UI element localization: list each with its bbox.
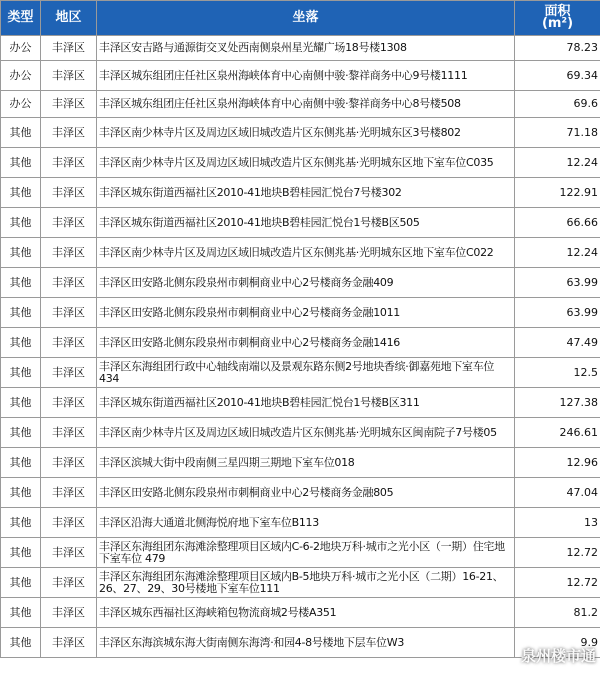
area-column-header (515, 1, 600, 36)
area-cell: 69.6 (515, 91, 600, 118)
area-cell: 9.9 (515, 628, 600, 658)
area-cell: 12.96 (515, 448, 600, 478)
address-cell: 丰泽区城东街道西福社区2010-41地块B碧桂园汇悦台1号楼B区505 (97, 208, 515, 238)
district-cell: 丰泽区 (41, 298, 97, 328)
area-cell: 12.72 (515, 538, 600, 568)
type-column-header: 类型 (1, 1, 41, 36)
address-cell: 丰泽区城东组团庄任社区泉州海峡体育中心南侧中骏·黎祥商务中心8号楼508 (97, 91, 515, 118)
district-cell: 丰泽区 (41, 268, 97, 298)
table-row (1, 118, 600, 148)
district-cell: 丰泽区 (41, 568, 97, 598)
area-cell: 71.18 (515, 118, 600, 148)
address-cell: 丰泽区田安路北侧东段泉州市刺桐商业中心2号楼商务金融409 (97, 268, 515, 298)
type-cell: 其他 (1, 358, 41, 388)
district-cell: 丰泽区 (41, 148, 97, 178)
type-cell: 其他 (1, 508, 41, 538)
area-header-label: 面积 (544, 4, 571, 19)
table-row (1, 208, 600, 238)
area-cell: 12.72 (515, 568, 600, 598)
type-cell: 其他 (1, 568, 41, 598)
district-cell: 丰泽区 (41, 478, 97, 508)
address-cell: 丰泽区南少林寺片区及周边区域旧城改造片区东侧兆基·光明城东区闽南院子7号楼05 (97, 418, 515, 448)
type-cell: 其他 (1, 118, 41, 148)
table-row (1, 36, 600, 61)
address-cell: 丰泽区东海组团东海滩涂整理项目区域内C-6-2地块万科·城市之光小区（一期）住宅地下室车位 479 (97, 538, 515, 568)
table-row (1, 568, 600, 598)
district-cell: 丰泽区 (41, 598, 97, 628)
table-row (1, 148, 600, 178)
address-cell: 丰泽区东海组团行政中心轴线南端以及景观东路东侧2号地块香缤·御嘉苑地下室车位434 (97, 358, 515, 388)
table-body (1, 36, 600, 658)
type-cell: 办公 (1, 61, 41, 91)
type-cell: 其他 (1, 208, 41, 238)
address-cell: 丰泽区南少林寺片区及周边区域旧城改造片区东侧兆基·光明城东区地下室车位C022 (97, 238, 515, 268)
district-cell: 丰泽区 (41, 628, 97, 658)
area-cell: 81.2 (515, 598, 600, 628)
area-cell: 78.23 (515, 36, 600, 61)
district-cell: 丰泽区 (41, 208, 97, 238)
table-row (1, 478, 600, 508)
area-cell: 122.91 (515, 178, 600, 208)
type-cell: 其他 (1, 418, 41, 448)
district-cell: 丰泽区 (41, 328, 97, 358)
watermark: 泉州楼市通 (520, 647, 596, 665)
address-cell: 丰泽区城东街道西福社区2010-41地块B碧桂园汇悦台1号楼B区311 (97, 388, 515, 418)
type-cell: 其他 (1, 478, 41, 508)
type-cell: 其他 (1, 298, 41, 328)
table-row (1, 508, 600, 538)
area-cell: 12.24 (515, 148, 600, 178)
district-cell: 丰泽区 (41, 418, 97, 448)
area-cell: 69.34 (515, 61, 600, 91)
table-row (1, 328, 600, 358)
table-row (1, 418, 600, 448)
address-cell: 丰泽区城东组团庄任社区泉州海峡体育中心南侧中骏·黎祥商务中心9号楼1111 (97, 61, 515, 91)
type-cell: 办公 (1, 91, 41, 118)
type-cell: 其他 (1, 148, 41, 178)
table-row (1, 358, 600, 388)
area-cell: 127.38 (515, 388, 600, 418)
type-cell: 其他 (1, 388, 41, 418)
type-cell: 其他 (1, 178, 41, 208)
address-cell: 丰泽区东海滨城东海大街南侧东海湾·和园4-8号楼地下层车位W3 (97, 628, 515, 658)
table-row (1, 448, 600, 478)
district-cell: 丰泽区 (41, 36, 97, 61)
address-cell: 丰泽区沿海大通道北侧海悦府地下室车位B113 (97, 508, 515, 538)
district-cell: 丰泽区 (41, 448, 97, 478)
area-cell: 246.61 (515, 418, 600, 448)
district-cell: 丰泽区 (41, 508, 97, 538)
type-cell: 其他 (1, 268, 41, 298)
type-cell: 其他 (1, 538, 41, 568)
area-cell: 13 (515, 508, 600, 538)
area-cell: 63.99 (515, 298, 600, 328)
table-row (1, 238, 600, 268)
table-row (1, 388, 600, 418)
area-cell: 47.49 (515, 328, 600, 358)
type-cell: 其他 (1, 448, 41, 478)
address-cell: 丰泽区城东街道西福社区2010-41地块B碧桂园汇悦台7号楼302 (97, 178, 515, 208)
type-cell: 其他 (1, 238, 41, 268)
area-cell: 66.66 (515, 208, 600, 238)
district-cell: 丰泽区 (41, 178, 97, 208)
area-cell: 12.24 (515, 238, 600, 268)
type-cell: 其他 (1, 328, 41, 358)
type-cell: 其他 (1, 598, 41, 628)
address-cell: 丰泽区安吉路与通源街交叉处西南侧泉州星光耀广场18号楼1308 (97, 36, 515, 61)
table-row (1, 178, 600, 208)
address-cell: 丰泽区田安路北侧东段泉州市刺桐商业中心2号楼商务金融1011 (97, 298, 515, 328)
area-header-unit: (m²) (541, 16, 574, 31)
type-cell: 办公 (1, 36, 41, 61)
address-cell: 丰泽区田安路北侧东段泉州市刺桐商业中心2号楼商务金融1416 (97, 328, 515, 358)
location-column-header: 坐落 (97, 1, 515, 36)
area-cell: 47.04 (515, 478, 600, 508)
address-cell: 丰泽区南少林寺片区及周边区域旧城改造片区东侧兆基·光明城东区3号楼802 (97, 118, 515, 148)
district-cell: 丰泽区 (41, 238, 97, 268)
table-row (1, 628, 600, 658)
address-cell: 丰泽区田安路北侧东段泉州市刺桐商业中心2号楼商务金融805 (97, 478, 515, 508)
district-cell: 丰泽区 (41, 118, 97, 148)
address-cell: 丰泽区东海组团东海滩涂整理项目区域内B-5地块万科·城市之光小区（二期）16-21、26、27、29、30号楼地下室车位111 (97, 568, 515, 598)
address-cell: 丰泽区城东西福社区海峡箱包物流商城2号楼A351 (97, 598, 515, 628)
district-column-header: 地区 (41, 1, 97, 36)
district-cell: 丰泽区 (41, 388, 97, 418)
district-cell: 丰泽区 (41, 538, 97, 568)
area-cell: 12.5 (515, 358, 600, 388)
type-cell: 其他 (1, 628, 41, 658)
district-cell: 丰泽区 (41, 91, 97, 118)
table-row (1, 538, 600, 568)
area-cell: 63.99 (515, 268, 600, 298)
table-row (1, 268, 600, 298)
table-row (1, 91, 600, 118)
table-row (1, 61, 600, 91)
table-row (1, 598, 600, 628)
table-row (1, 298, 600, 328)
district-cell: 丰泽区 (41, 358, 97, 388)
address-cell: 丰泽区南少林寺片区及周边区域旧城改造片区东侧兆基·光明城东区地下室车位C035 (97, 148, 515, 178)
district-cell: 丰泽区 (41, 61, 97, 91)
table-header-row (1, 1, 600, 36)
address-cell: 丰泽区滨城大街中段南侧三星四期三期地下室车位018 (97, 448, 515, 478)
